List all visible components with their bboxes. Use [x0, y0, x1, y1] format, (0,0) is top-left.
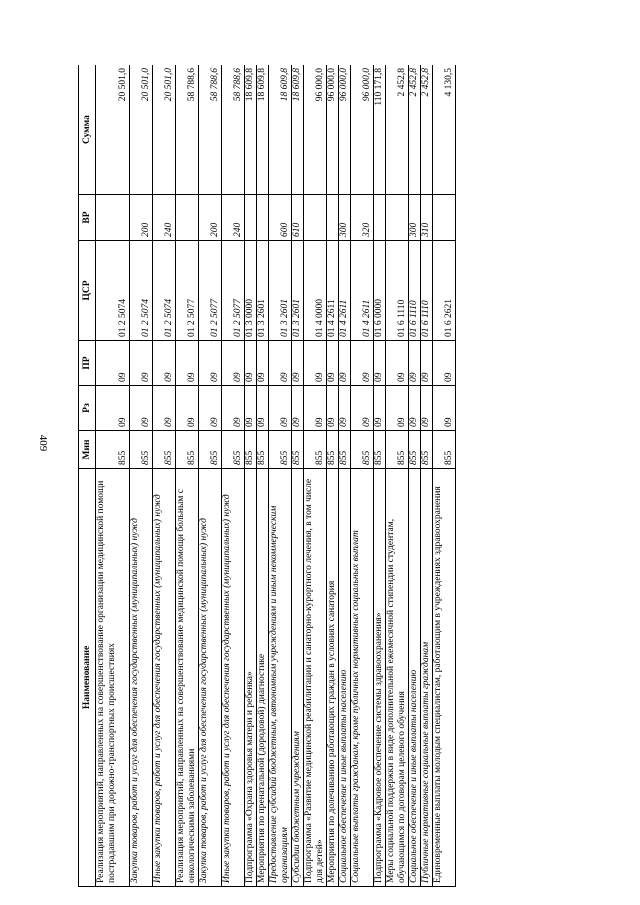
- cell-name: Публичные нормативные социальные выплаты гражданам: [421, 469, 433, 887]
- cell-min: 855: [409, 431, 421, 469]
- cell-pr: 09: [374, 341, 386, 386]
- cell-csr: 01 2 5077: [222, 241, 245, 341]
- cell-name: Единовременные выплаты молодым специалистам, работающим в учреждениях здравоохранения: [433, 469, 456, 887]
- cell-csr: 01 4 2611: [339, 241, 351, 341]
- cell-min: 855: [269, 431, 292, 469]
- cell-name: Иные закупки товаров, работ и услуг для обеспечения государственных (муниципальных) нужд: [222, 469, 245, 887]
- cell-pr: 09: [386, 341, 409, 386]
- table-row: [304, 65, 327, 887]
- cell-vr: 300: [409, 195, 421, 241]
- cell-rz: 09: [339, 386, 351, 431]
- table-header-row: [79, 65, 96, 887]
- cell-vr: [176, 195, 199, 241]
- cell-pr: 09: [153, 341, 176, 386]
- cell-rz: 09: [130, 386, 153, 431]
- cell-rz: 09: [269, 386, 292, 431]
- cell-name: Реализация мероприятий, направленных на совершенствование организации медицинской помощи пострадавшим при дорожно-транспортных происшествиях: [96, 469, 130, 887]
- rotated-page-area: [78, 65, 580, 887]
- table-row: [222, 65, 245, 887]
- cell-sum: 96 000,0: [339, 65, 351, 195]
- cell-rz: 09: [257, 386, 269, 431]
- cell-rz: 09: [433, 386, 456, 431]
- cell-min: 855: [304, 431, 327, 469]
- cell-name: Реализация мероприятий, направленных на совершенствование медицинской помощи больным с онкологическими заболеваниями: [176, 469, 199, 887]
- cell-sum: 18 609,8: [292, 65, 304, 195]
- cell-sum: 58 788,6: [222, 65, 245, 195]
- cell-csr: 01 3 2601: [257, 241, 269, 341]
- cell-pr: 09: [421, 341, 433, 386]
- cell-name: Мероприятия по пренатальной (дородовой) диагностике: [257, 469, 269, 887]
- cell-rz: 09: [304, 386, 327, 431]
- cell-sum: 18 609,8: [269, 65, 292, 195]
- table-row: [199, 65, 222, 887]
- cell-vr: [327, 195, 339, 241]
- cell-name: Закупка товаров, работ и услуг для обеспечения государственных (муниципальных) нужд: [130, 469, 153, 887]
- cell-rz: 09: [245, 386, 257, 431]
- cell-pr: 09: [130, 341, 153, 386]
- cell-min: 855: [327, 431, 339, 469]
- cell-csr: 01 6 0000: [374, 241, 386, 341]
- cell-min: 855: [153, 431, 176, 469]
- cell-name: Подпрограмма «Развитие медицинской реабилитации и санаторно-курортного лечения, в том числе для детей»: [304, 469, 327, 887]
- cell-sum: 2 452,8: [421, 65, 433, 195]
- cell-pr: 09: [222, 341, 245, 386]
- cell-min: 855: [257, 431, 269, 469]
- cell-name: Социальные выплаты гражданам, кроме публичных нормативных социальных выплат: [351, 469, 374, 887]
- header-min: Мин: [79, 431, 96, 469]
- cell-sum: 58 788,6: [176, 65, 199, 195]
- cell-rz: 09: [374, 386, 386, 431]
- cell-sum: 18 609,8: [245, 65, 257, 195]
- cell-vr: [245, 195, 257, 241]
- cell-sum: 20 501,0: [153, 65, 176, 195]
- header-csr: ЦСР: [79, 241, 96, 341]
- cell-rz: 09: [96, 386, 130, 431]
- cell-rz: 09: [351, 386, 374, 431]
- cell-rz: 09: [222, 386, 245, 431]
- cell-sum: 2 452,8: [409, 65, 421, 195]
- cell-csr: 01 4 2611: [351, 241, 374, 341]
- cell-vr: 300: [339, 195, 351, 241]
- cell-vr: 200: [199, 195, 222, 241]
- cell-min: 855: [96, 431, 130, 469]
- header-sum: Сумма: [79, 65, 96, 195]
- budget-table: [78, 65, 456, 887]
- table-frame: [78, 65, 580, 887]
- cell-min: 855: [292, 431, 304, 469]
- cell-sum: 20 501,0: [130, 65, 153, 195]
- table-row: [421, 65, 433, 887]
- header-pr: ПР: [79, 341, 96, 386]
- cell-rz: 09: [292, 386, 304, 431]
- cell-min: 855: [386, 431, 409, 469]
- cell-pr: 09: [96, 341, 130, 386]
- table-row: [351, 65, 374, 887]
- cell-rz: 09: [327, 386, 339, 431]
- cell-vr: 240: [222, 195, 245, 241]
- cell-rz: 09: [421, 386, 433, 431]
- header-name: Наименование: [79, 469, 96, 887]
- cell-rz: 09: [153, 386, 176, 431]
- table-row: [327, 65, 339, 887]
- cell-vr: [386, 195, 409, 241]
- cell-csr: 01 6 2621: [433, 241, 456, 341]
- cell-vr: [96, 195, 130, 241]
- cell-name: Подпрограмма «Охрана здоровья матери и ребенка»: [245, 469, 257, 887]
- table-row: [292, 65, 304, 887]
- cell-csr: 01 2 5074: [130, 241, 153, 341]
- cell-vr: [257, 195, 269, 241]
- cell-pr: 09: [292, 341, 304, 386]
- header-vr: ВР: [79, 195, 96, 241]
- cell-min: 855: [339, 431, 351, 469]
- cell-csr: 01 2 5074: [153, 241, 176, 341]
- cell-pr: 09: [304, 341, 327, 386]
- cell-name: Меры социальной поддержки в виде дополнительной ежемесячной стипендии студентам, обучающимся по договорам целевого обучения: [386, 469, 409, 887]
- cell-pr: 09: [409, 341, 421, 386]
- cell-min: 855: [421, 431, 433, 469]
- cell-vr: 200: [130, 195, 153, 241]
- cell-min: 855: [199, 431, 222, 469]
- cell-min: 855: [222, 431, 245, 469]
- cell-vr: 240: [153, 195, 176, 241]
- cell-sum: 58 788,6: [199, 65, 222, 195]
- cell-min: 855: [130, 431, 153, 469]
- table-row: [257, 65, 269, 887]
- cell-vr: 320: [351, 195, 374, 241]
- cell-name: Мероприятия по долечиванию работающих граждан в условиях санатория: [327, 469, 339, 887]
- cell-sum: 4 130,5: [433, 65, 456, 195]
- cell-rz: 09: [176, 386, 199, 431]
- cell-sum: 96 000,0: [351, 65, 374, 195]
- table-row: [176, 65, 199, 887]
- cell-sum: 2 452,8: [386, 65, 409, 195]
- cell-sum: 96 000,0: [304, 65, 327, 195]
- table-row: [130, 65, 153, 887]
- cell-pr: 09: [245, 341, 257, 386]
- cell-pr: 09: [327, 341, 339, 386]
- cell-sum: 96 000,0: [327, 65, 339, 195]
- cell-csr: 01 3 2601: [292, 241, 304, 341]
- table-row: [339, 65, 351, 887]
- cell-min: 855: [351, 431, 374, 469]
- cell-name: Иные закупки товаров, работ и услуг для обеспечения государственных (муниципальных) нужд: [153, 469, 176, 887]
- cell-name: Предоставление субсидий бюджетным, автономным учреждениям и иным некоммерческим организациям: [269, 469, 292, 887]
- cell-name: Социальное обеспечение и иные выплаты населению: [339, 469, 351, 887]
- cell-vr: [304, 195, 327, 241]
- cell-vr: [374, 195, 386, 241]
- cell-csr: 01 2 5077: [199, 241, 222, 341]
- cell-name: Закупка товаров, работ и услуг для обеспечения государственных (муниципальных) нужд: [199, 469, 222, 887]
- cell-csr: 01 6 1110: [409, 241, 421, 341]
- cell-pr: 09: [433, 341, 456, 386]
- cell-pr: 09: [199, 341, 222, 386]
- cell-vr: 600: [269, 195, 292, 241]
- cell-pr: 09: [176, 341, 199, 386]
- cell-min: 855: [176, 431, 199, 469]
- table-row: [153, 65, 176, 887]
- cell-sum: 20 501,0: [96, 65, 130, 195]
- cell-pr: 09: [257, 341, 269, 386]
- cell-rz: 09: [409, 386, 421, 431]
- table-row: [386, 65, 409, 887]
- table-row: [96, 65, 130, 887]
- cell-csr: 01 2 5074: [96, 241, 130, 341]
- cell-sum: 18 609,8: [257, 65, 269, 195]
- cell-vr: 310: [421, 195, 433, 241]
- cell-rz: 09: [199, 386, 222, 431]
- cell-pr: 09: [269, 341, 292, 386]
- table-row: [269, 65, 292, 887]
- cell-rz: 09: [386, 386, 409, 431]
- cell-vr: [433, 195, 456, 241]
- cell-name: Социальное обеспечение и иные выплаты населению: [409, 469, 421, 887]
- cell-csr: 01 3 2601: [269, 241, 292, 341]
- header-rz: Рз: [79, 386, 96, 431]
- cell-pr: 09: [339, 341, 351, 386]
- cell-csr: 01 6 1110: [386, 241, 409, 341]
- cell-csr: 01 4 2611: [327, 241, 339, 341]
- table-row: [374, 65, 386, 887]
- cell-vr: 610: [292, 195, 304, 241]
- table-row: [245, 65, 257, 887]
- cell-min: 855: [245, 431, 257, 469]
- cell-min: 855: [433, 431, 456, 469]
- table-row: [433, 65, 456, 887]
- cell-sum: 110 171,8: [374, 65, 386, 195]
- cell-csr: 01 2 5077: [176, 241, 199, 341]
- table-body: [96, 65, 456, 887]
- cell-name: Субсидии бюджетным учреждениям: [292, 469, 304, 887]
- cell-min: 855: [374, 431, 386, 469]
- cell-csr: 01 3 0000: [245, 241, 257, 341]
- cell-csr: 01 6 1110: [421, 241, 433, 341]
- cell-csr: 01 4 0000: [304, 241, 327, 341]
- cell-pr: 09: [351, 341, 374, 386]
- page-number: 409: [37, 434, 49, 452]
- cell-name: Подпрограмма «Кадровое обеспечение системы здравоохранения»: [374, 469, 386, 887]
- table-row: [409, 65, 421, 887]
